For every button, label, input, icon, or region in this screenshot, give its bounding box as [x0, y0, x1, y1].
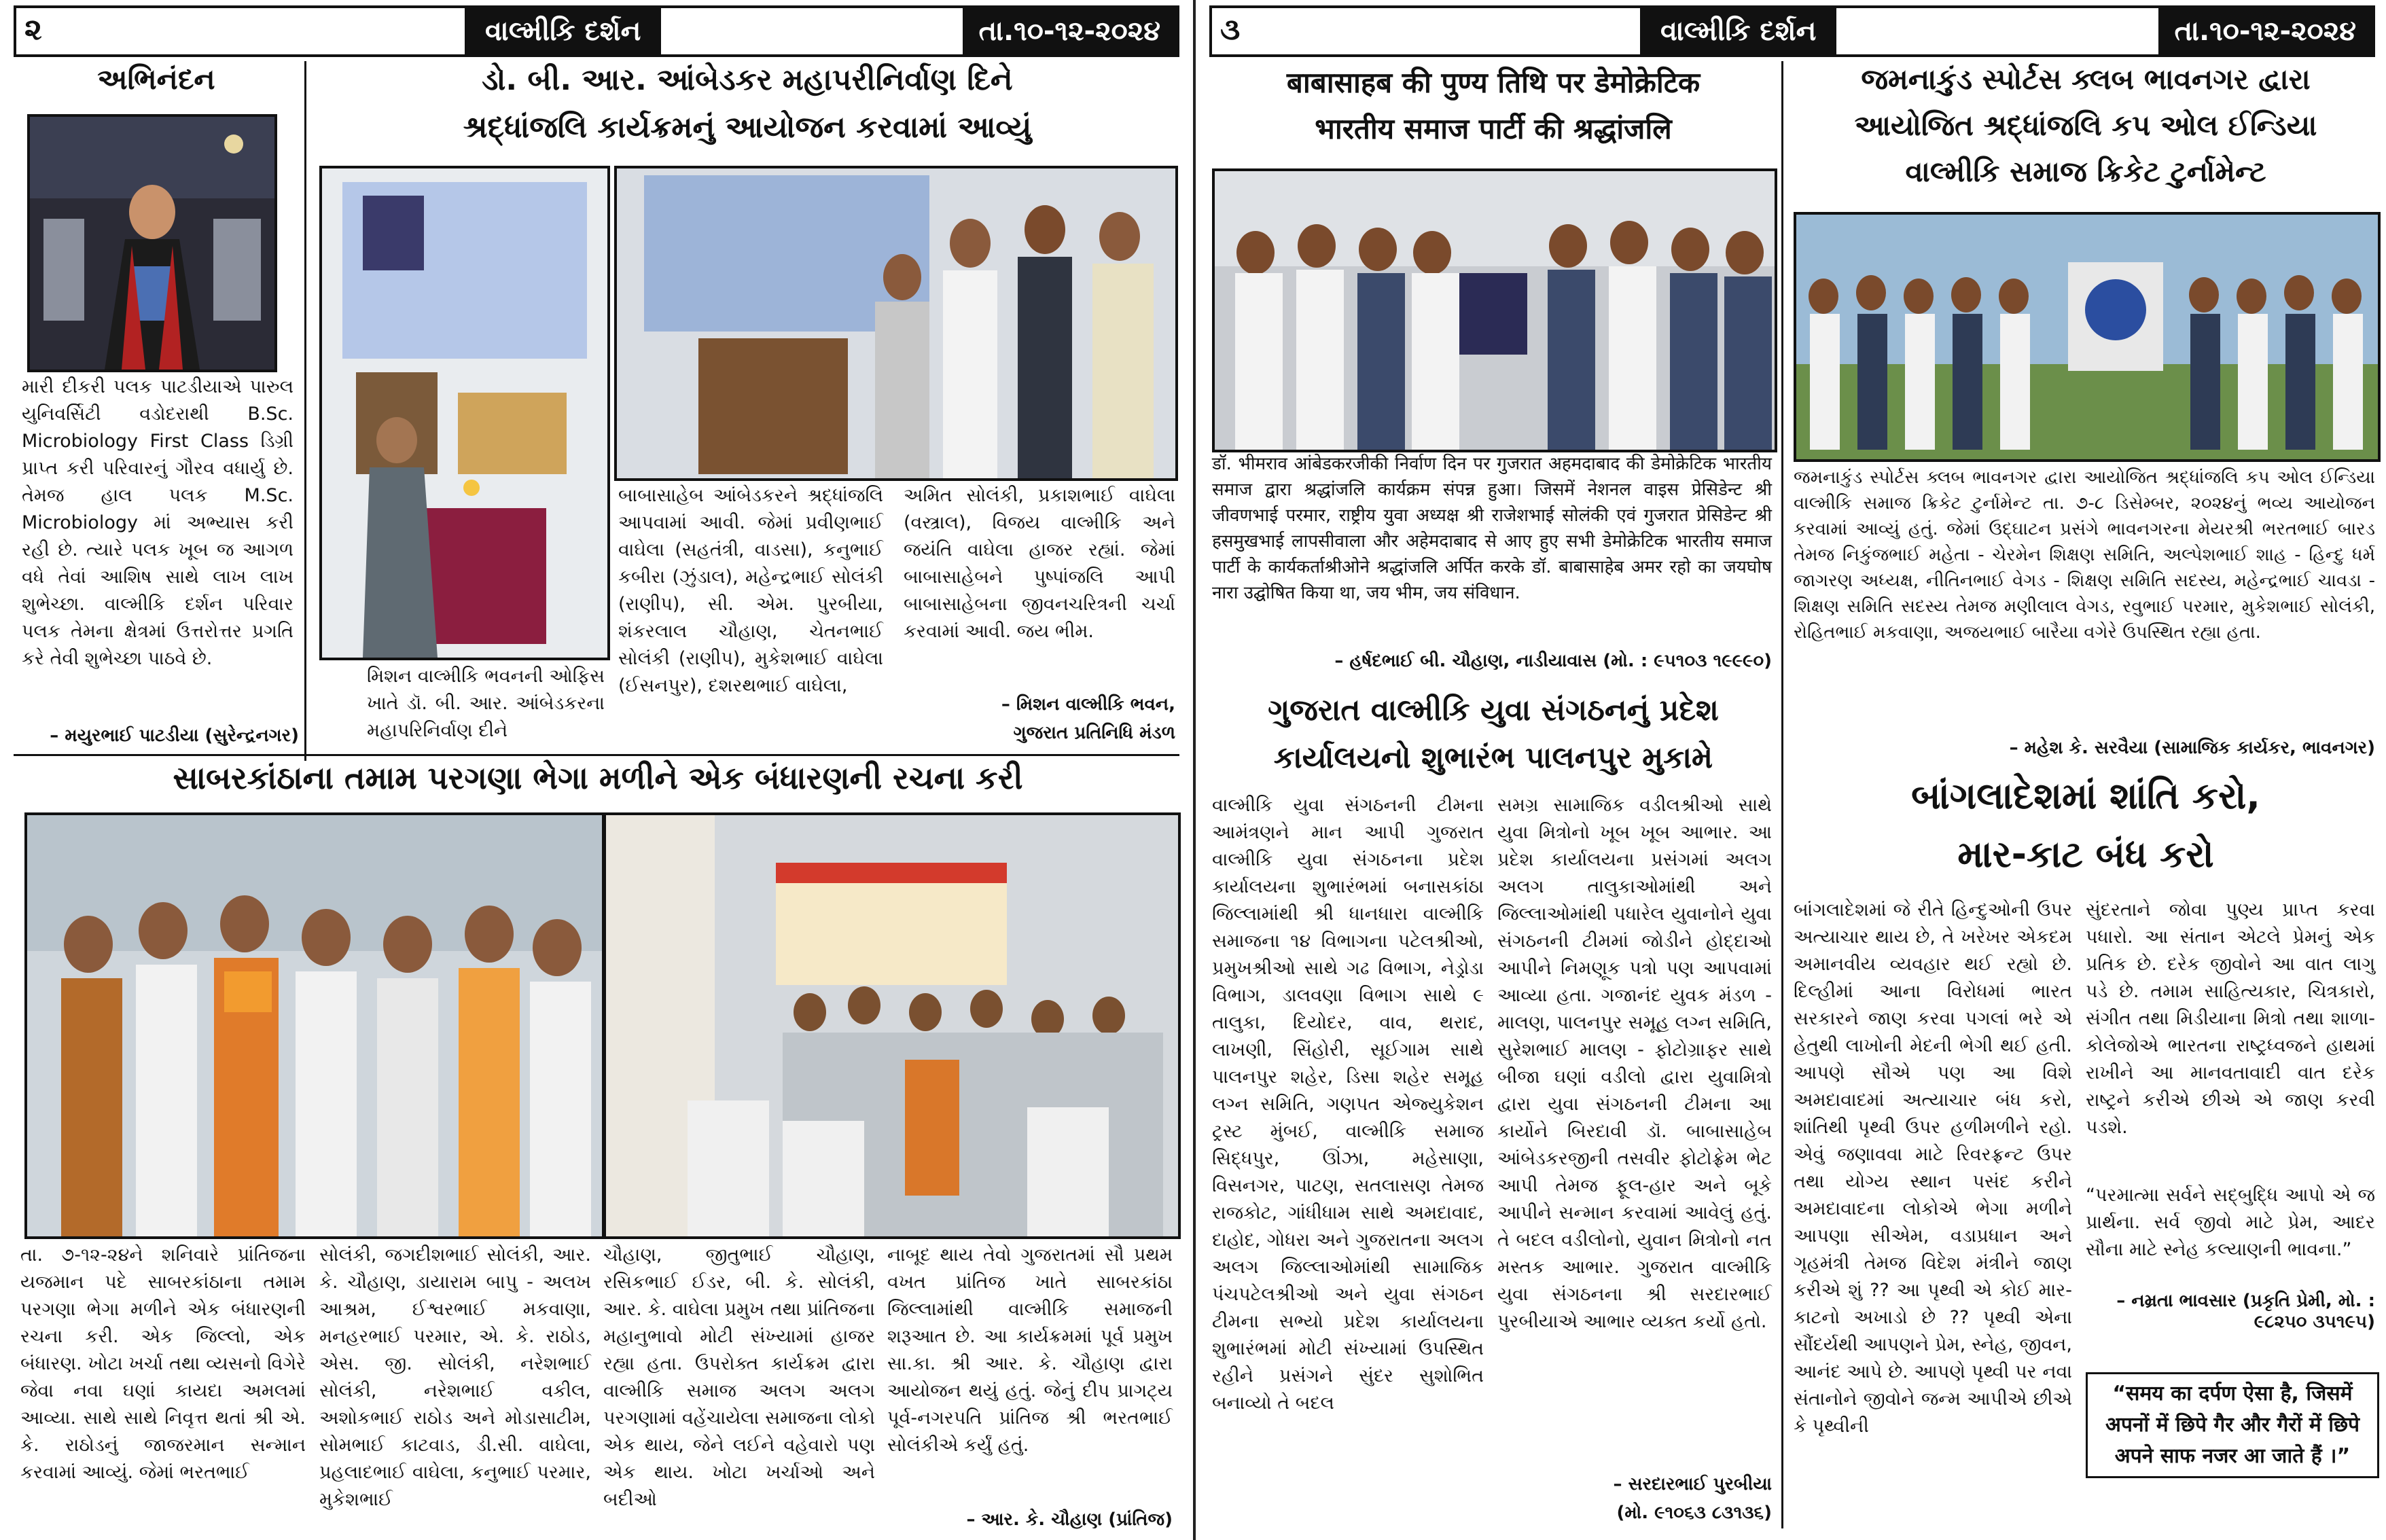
sabarkantha-photo-1 — [24, 812, 605, 1239]
yuva-col-2: સમગ્ર સામાજિક વડીલશ્રીઓ સાથે યુવા મિત્રોનો ખૂબ ખૂબ આભાર. આ પ્રદેશ કાર્યાલયના પ્રસંગમાં અલગ અલગ તાલુકાઓમાંથી અને જિલ્લાઓમાંથી પધારેલ યુવાનોને યુવા સંગઠનની ટીમમાં જોડીને હોદ્દાઓ આપીને નિમણૂક પત્રો પણ આપવામાં આવ્યા હતા. ગજાનંદ યુવક મંડળ - માલણ, પાલનપુર સમૂહ લગ્ન સમિતિ, સુરેશભાઈ માલણ - ફોટોગ્રાફર સાથે બીજા ઘણાં વડીલો દ્વારા યુવામિત્રો દ્વારા યુવા સંગઠનની ટીમના આ કાર્યોને બિરદાવી ડૉ. બાબાસાહેબ આંબેડકરજીની તસવીર ફોટોફ્રેમ ભેટ આપી તેમજ ફૂલ-હાર અને બૂકે આપીને સન્માન કરવામાં આવેલું હતું. તે બદલ વડીલોનો, યુવાન મિત્રોનો નત મસ્તક આભાર. ગુજરાત વાલ્મીકિ યુવા સંગઠનના શ્રી સરદારભાઈ પુરબીયાએ આભાર વ્યક્ત કર્યો હતો. — [1497, 795, 1772, 1332]
bangladesh-signature: – નમ્રતા ભાવસાર (પ્રકૃતિ પ્રેમી, મો. : ૯૮૨૫૦ ૩૫૧૯૫) — [2116, 1291, 2375, 1332]
abhinandan-heading: અભિનંદન — [97, 62, 215, 96]
cricket-body: જમનાકુંડ સ્પોર્ટસ ક્લબ ભાવનગર દ્વારા આયોજિત શ્રદ્ધાંજલિ કપ ઓલ ઈન્ડિયા વાલ્મીકિ સમાજ ક્રિકેટ ટુર્નામેન્ટ તા. ૭-૮ ડિસેમ્બર, ૨૦૨૪નું ભવ્ય આયોજન કરવામાં આવ્યું હતું. જેમાં ઉદ્‌ઘાટન પ્રસંગે ભાવનગરના મેયરશ્રી ભરતભાઈ બારડ તેમજ નિકુંજભાઈ મહેતા - ચેરમેન શિક્ષણ સમિતિ, અલ્પેશભાઈ શાહ - હિન્દુ ધર્મ જાગરણ અધ્યક્ષ, નીતિનભાઈ વેગડ - શિક્ષણ સમિતિ સદસ્ય, મહેન્દ્રભાઈ ચાવડા - શિક્ષણ સમિતિ સદસ્ય તેમજ મણીલાલ વેગડ, રવુભાઈ પરમાર, મુકેશભાઈ સોલંકી, રોહિતભાઈ મકવાણા, અજયભાઈ બારૈયા વગેરે ઉપસ્થિત રહ્યા હતા. — [1794, 467, 2375, 643]
sabarkantha-photo-2 — [603, 812, 1181, 1239]
ambedkar-col-3: અમિત સોલંકી, પ્રકાશભાઈ વાઘેલા (વસ્ત્રાલ), વિજય વાલ્મીકિ અને જયંતિ વાઘેલા હાજર રહ્યાં. જેમાં બાબાસાહેબને પુષ્પાંજલિ આપી બાબાસાહેબના જીવનચરિત્રની ચર્ચા કરવામાં આવી. જય ભીમ. — [904, 485, 1175, 642]
ambedkar-headline-1: ડો. બી. આર. આંબેડકર મહાપરીનિર્વાણ દિને — [482, 62, 1013, 97]
yuva-col-1: વાલ્મીકિ યુવા સંગઠનની ટીમના આમંત્રણને માન આપી ગુજરાત વાલ્મીકિ યુવા સંગઠનના પ્રદેશ કાર્યાલયના શુભારંભમાં બનાસકાંઠા જિલ્લામાંથી શ્રી ધાનધારા વાલ્મીકિ સમાજના ૧૪ વિભાગના પટેલશ્રીઓ, પ્રમુખશ્રીઓ સાથે ગઢ વિભાગ, નેડ્રોડા વિભાગ, ડાલવણા વિભાગ સાથે ૯ તાલુકા, દિયોદર, વાવ, થરાદ, લાખણી, સિંહોરી, સૂઈગામ સાથે પાલનપુર શહેર, ડિસા શહેર સમૂહ લગ્ન સમિતિ, ગણપત એજ્યુકેશન ટ્રસ્ટ મુંબઈ, વાલ્મીકિ સમાજ સિદ્ધપુર, ઊંઝા, મહેસાણા, વિસનગર, પાટણ, સતલાસણ તેમજ રાજકોટ, ગાંધીધામ સાથે અમદાવાદ, દાહોદ, ગોધરા અને ગુજરાતના અલગ અલગ જિલ્લાઓમાંથી સામાજિક પંચપટેલશ્રીઓ અને યુવા સંગઠન ટીમના સભ્યો પ્રદેશ કાર્યાલયના શુભારંભમાં મોટી સંખ્યામાં ઉપસ્થિત રહીને પ્રસંગને સુંદર સુશોભિત બનાવ્યો તે બદલ — [1212, 795, 1484, 1414]
ambedkar-photo-2 — [614, 166, 1178, 481]
issue-date: તા.૧૦-૧૨-૨૦૨૪ — [2158, 8, 2372, 54]
ambedkar-signature-2: ગુજરાત પ્રતિનિધિ મંડળ — [1013, 723, 1175, 743]
yuva-signature-1: – સરદારભાઈ પુરબીયા — [1613, 1474, 1772, 1494]
hindi-quote-box: “समय का दर्पण ऐसा है, जिसमें अपनों में छिपे गैर और गैरों में छिपे अपने साफ नजर आ जाते हैं ।” — [2086, 1372, 2379, 1478]
bangladesh-col-1: બાંગલાદેશમાં જે રીતે હિન્દુઓની ઉપર અત્યાચાર થાય છે, તે ખરેખર એકદમ અમાનવીય વ્યવહાર થઈ રહ્યો છે. દિલ્હીમાં આના વિરોધમાં ભારત સરકારને જાણ કરવા પગલાં ભરે એ હેતુથી લાખોની મેદની ભેગી થઈ હતી. આપણે સૌએ પણ આ વિશે અમદાવાદમાં અત્યાચાર બંધ કરો, શાંતિથી પૃથ્વી ઉપર હળીમળીને રહો. એવું જણાવવા માટે રિવરફ્રન્ટ ઉપર તથા યોગ્ય સ્થાન પસંદ કરીને અમદાવાદના લોકોએ ભેગા મળીને આપણા સીએમ, વડાપ્રધાન અને ગૃહમંત્રી તેમજ વિદેશ મંત્રીને જાણ કરીએ શું ?? આ પૃથ્વી એ કોઈ માર-કાટનો અખાડો છે ?? પૃથ્વી એના સૌંદર્યથી આપણને પ્રેમ, સ્નેહ, જીવન, આનંદ આપે છે. આપણે પૃથ્વી પર નવા સંતાનોને જીવોને જન્મ આપીએ છીએ કે પૃથ્વીની — [1794, 899, 2072, 1437]
dbsp-body: डॉ. भीमराव आंबेडकरजीकी निर्वाण दिन पर गुजरात अहमदाबाद की डेमोक्रेटिक भारतीय समाज द्वारा श्रद्धांजलि कार्यक्रम संपन्न हुआ। जिसमें नेशनल वाइस प्रेसिडेन्ट श्री जीवणभाई परमार, राष्ट्रीय युवा अध्यक्ष श्री राजेशभाई सोलंकी एवं गुजरात प्रेसिडेन्ट श्री हसमुखभाई लापसीवाला और अहेमदाबाद से आए हुए सभी डेमोक्रेटिक भारतीय समाज पार्टी के कार्यकर्ताश्रीओने श्रद्धांजलि अर्पित करके डॉ. बाबासाहेब अमर रहो का जयघोष नारा उद्घोषित किया था, जय भीम, जय संविधान. — [1212, 454, 1772, 603]
cricket-headline-2: આયોજિત શ્રદ્ધાંજલિ કપ ઓલ ઈન્ડિયા — [1854, 109, 2317, 142]
sabarkantha-col-2: સોલંકી, જગદીશભાઈ સોલંકી, આર. કે. ચૌહાણ, ડાયારામ બાપુ - અલખ આશ્રમ, ઈશ્વરભાઈ મકવાણા, મનહરભાઈ પરમાર, એ. કે. રાઠોડ, એસ. જી. સોલંકી, નરેશભાઈ સોલંકી, નરેશભાઈ વકીલ, અશોકભાઈ રાઠોડ અને મોડાસાટીમ, સોમભાઈ કાટવાડ, ડી.સી. વાઘેલા, પ્રહલાદભાઈ વાઘેલા, કનુભાઈ પરમાર, મુકેશભાઈ — [319, 1244, 591, 1510]
bangladesh-col-2: સુંદરતાને જોવા પુણ્ય પ્રાપ્ત કરવા પધારો. આ સંતાન એટલે પ્રેમનું એક પ્રતિક છે. દરેક જીવોને આ વાત લાગુ પડે છે. તમામ સાહિત્યકાર, ચિત્રકારો, સંગીત તથા મિડીયાના મિત્રો તથા શાળા-કોલેજોએ ભારતના રાષ્ટ્રધ્વજને હાથમાં રાખીને આ માનવતાવાદી વાત દરેક રાષ્ટ્રને કરીએ છીએ એ જાણ કરવી પડશે. — [2086, 899, 2375, 1138]
yuva-signature-2: (મો. ૯૧૦૬૩ ૮૩૧૩૬) — [1616, 1503, 1772, 1523]
yuva-headline-1: ગુજરાત વાલ્મીકિ યુવા સંગઠનનું પ્રદેશ — [1268, 693, 1719, 728]
issue-date: તા.૧૦-૧૨-૨૦૨૪ — [963, 8, 1177, 54]
cricket-signature: – મહેશ કે. સરવૈયા (સામાજિક કાર્યકર, ભાવનગર) — [2009, 738, 2375, 758]
masthead: વાલ્મીકિ દર્શન — [465, 8, 661, 54]
dbsp-signature: – હર્ષદભાઈ બી. ચૌહાણ, નાડીયાવાસ (મો. : ૯૫૧૦૩ ૧૯૯૯૦) — [1334, 651, 1772, 671]
sabarkantha-headline: સાબરકાંઠાના તમામ પરગણા ભેગા મળીને એક બંધારણની રચના કરી — [173, 759, 1023, 796]
section-divider — [14, 754, 1179, 756]
ambedkar-col-1: મિશન વાલ્મીકિ ભવનની ઓફિસ ખાતે ડૉ. બી. આર. આંબેડકરના મહાપરિનિર્વાણ દીને — [367, 666, 605, 741]
abhinandan-signature: – મયુરભાઈ પાટડીયા (સુરેન્દ્રનગર) — [50, 726, 299, 746]
page-number: ૨ — [24, 12, 42, 47]
column-divider — [1781, 61, 1783, 1528]
ambedkar-headline-2: શ્રદ્ધાંજલિ કાર્યક્રમનું આયોજન કરવામાં આવ્યું — [463, 110, 1032, 145]
page-number: ૩ — [1220, 12, 1241, 47]
dbsp-headline-2: भारतीय समाज पार्टी की श्रद्धांजलि — [1315, 112, 1672, 145]
abhinandan-body: મારી દીકરી પલક પાટડીયાએ પારુલ યુનિવર્સિટી વડોદરાથી B.Sc. Microbiology First Class ડિગ્રી પ્રાપ્ત કરી પરિવારનું ગૌરવ વધાર્યુ છે. તેમજ હાલ પલક M.Sc. Microbiology માં અભ્યાસ કરી રહી છે. ત્યારે પલક ખૂબ જ આગળ વધે તેવાં આશિષ સાથે લાખ લાખ શુભેચ્છા. વાલ્મીકિ દર્શન પરિવાર પલક તેમના ક્ષેત્રમાં ઉત્તરોત્તર પ્રગતિ કરે તેવી શુભેચ્છા પાઠવે છે. — [22, 376, 293, 669]
dbsp-headline-1: बाबासाहब की पुण्य तिथि पर डेमोक्रेटिक — [1286, 66, 1701, 99]
bangladesh-prayer: “પરમાત્મા સર્વને સદ્‌બુદ્ધિ આપો એ જ પ્રાર્થના. સર્વ જીવો માટે પ્રેમ, આદર સૌના માટે સ્નેહ કલ્યાણની ભાવના.” — [2086, 1185, 2375, 1260]
sabarkantha-signature: – આર. કે. ચૌહાણ (પ્રાંતિજ) — [966, 1509, 1173, 1530]
dbsp-photo — [1212, 168, 1777, 452]
page-header — [1209, 5, 2375, 57]
page-3 — [1193, 0, 2386, 1540]
masthead: વાલ્મીકિ દર્શન — [1640, 8, 1836, 54]
cricket-headline-1: જમનાકુંડ સ્પોર્ટસ ક્લબ ભાવનગર દ્વારા — [1861, 62, 2311, 96]
yuva-headline-2: કાર્યાલયનો શુભારંભ પાલનપુર મુકામે — [1273, 740, 1713, 775]
sabarkantha-col-1: તા. ૭-૧૨-૨૪ને શનિવારે પ્રાંતિજના યજમાન પદે સાબરકાંઠાના તમામ પરગણા ભેગા મળીને એક બંધારણની રચના કરી. એક જિલ્લો, એક બંધારણ. ખોટા ખર્ચા તથા વ્યસનો વિગેરે જેવા નવા ઘણાં કાયદા અમલમાં આવ્યા. સાથે સાથે નિવૃત્ત થતાં શ્રી એ. કે. રાઠોડનું જાજરમાન સન્માન કરવામાં આવ્યું. જેમાં ભરતભાઈ — [20, 1244, 306, 1483]
column-divider — [304, 61, 306, 761]
ambedkar-photo-1 — [319, 166, 610, 660]
bangladesh-headline-1: બાંગલાદેશમાં શાંતિ કરો, — [1911, 774, 2260, 817]
ambedkar-signature-1: – મિશન વાલ્મીકિ ભવન, — [1001, 694, 1175, 715]
ambedkar-col-2: બાબાસાહેબ આંબેડકરને શ્રદ્ધાંજલિ આપવામાં આવી. જેમાં પ્રવીણભાઈ વાઘેલા (સહતંત્રી, વાડસા), કનુભાઈ કબીરા (ઝુંડાલ), મહેન્દ્રભાઈ સોલંકી (રાણીપ), સી. એમ. પુરબીયા, શંકરલાલ ચૌહાણ, ચેતનભાઈ સોલંકી (રાણીપ), મુકેશભાઈ વાઘેલા (ઈસનપુર), દશરથભાઈ વાઘેલા, — [618, 485, 883, 696]
sabarkantha-col-3: ચૌહાણ, જીતુભાઈ ચૌહાણ, રસિકભાઈ ઈડર, બી. કે. સોલંકી, આર. કે. વાઘેલા પ્રમુખ તથા પ્રાંતિજના મહાનુભાવો મોટી સંખ્યામાં હાજર રહ્યા હતા. ઉપરોક્ત કાર્યક્રમ દ્વારા વાલ્મીકિ સમાજ અલગ અલગ પરગણામાં વહેંચાયેલા સમાજના લોકો એક થાય, જેને લઈને વહેવારો પણ એક થાય. ખોટા ખર્ચાઓ અને બદીઓ — [603, 1244, 875, 1510]
bangladesh-headline-2: માર-કાટ બંધ કરો — [1957, 833, 2214, 876]
cricket-headline-3: વાલ્મીકિ સમાજ ક્રિકેટ ટુર્નામેન્ટ — [1905, 155, 2266, 188]
graduate-photo — [27, 114, 277, 372]
cricket-photo — [1794, 212, 2381, 462]
sabarkantha-col-4: નાબૂદ થાય તેવો ગુજરાતમાં સૌ પ્રથમ વખત પ્રાંતિજ ખાતે સાબરકાંઠા જિલ્લામાંથી વાલ્મીકિ સમાજની શરૂઆત છે. આ કાર્યક્રમમાં પૂર્વ પ્રમુખ સા.કા. શ્રી આર. કે. ચૌહાણ દ્વારા આયોજન થયું હતું. જેનું દીપ પ્રાગટ્ય પૂર્વ-નગરપતિ પ્રાંતિજ શ્રી ભરતભાઈ સોલંકીએ કર્યું હતું. — [887, 1244, 1173, 1456]
page-header — [14, 5, 1179, 57]
